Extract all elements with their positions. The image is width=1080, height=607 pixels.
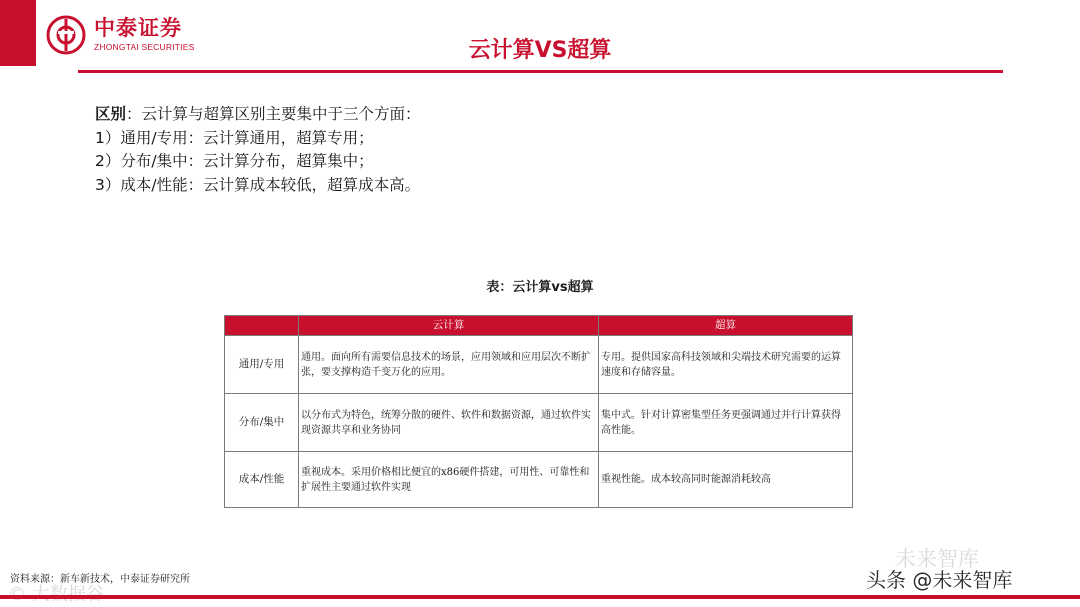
super-cell: 集中式。针对计算密集型任务更强调通过并行计算获得高性能。 xyxy=(599,394,853,452)
watermark-toutiao: 头条 @未来智库 xyxy=(866,568,1013,592)
intro-point: 2）分布/集中：云计算分布，超算集中； xyxy=(95,152,374,170)
super-cell: 专用。提供国家高科技领域和尖端技术研究需要的运算速度和存储容量。 xyxy=(599,336,853,394)
bottom-divider xyxy=(0,595,1080,599)
cloud-cell: 重视成本。采用价格相比便宜的x86硬件搭建，可用性、可靠性和扩展性主要通过软件实现 xyxy=(299,452,599,508)
logo-chinese-name: 中泰证券 xyxy=(94,16,182,41)
row-label: 成本/性能 xyxy=(225,452,299,508)
row-label: 通用/专用 xyxy=(225,336,299,394)
table-header-row xyxy=(225,316,853,336)
table-header-cell xyxy=(225,316,299,336)
table-row xyxy=(225,336,853,394)
source-note: 资料来源：新车新技术，中泰证券研究所 xyxy=(10,574,190,585)
intro-lead xyxy=(95,103,421,127)
cloud-cell: 通用。面向所有需要信息技术的场景，应用领域和应用层次不断扩张，要支撑构造千变万化的应用。 xyxy=(299,336,599,394)
intro-point: 1）通用/专用：云计算通用，超算专用； xyxy=(95,128,374,147)
table-header-cell: 超算 xyxy=(599,316,853,336)
table-caption: 表：云计算vs超算 xyxy=(486,280,594,295)
logo-english-name: ZHONGTAI SECURITIES xyxy=(94,42,195,53)
cloud-cell: 以分布式为特色，统筹分散的硬件、软件和数据资源，通过软件实现资源共享和业务协同 xyxy=(299,394,599,452)
row-label: 分布/集中 xyxy=(225,394,299,452)
comparison-table xyxy=(224,315,853,508)
intro-lead-text: ：云计算与超算区别主要集中于三个方面： xyxy=(126,105,421,123)
page-title: 云计算VS超算 xyxy=(468,38,612,63)
intro-lead-label: 区别 xyxy=(95,105,127,123)
intro-point: 3）成本/性能：云计算成本较低，超算成本高。 xyxy=(95,175,421,194)
table-header-cell: 云计算 xyxy=(299,316,599,336)
intro-text xyxy=(95,103,421,197)
watermark-left xyxy=(8,580,104,606)
table-row xyxy=(225,452,853,508)
super-cell: 重视性能。成本较高同时能源消耗较高 xyxy=(599,452,853,508)
watermark-brand: 未来智库 xyxy=(895,547,979,571)
title-divider xyxy=(78,70,1003,73)
table-row xyxy=(225,394,853,452)
